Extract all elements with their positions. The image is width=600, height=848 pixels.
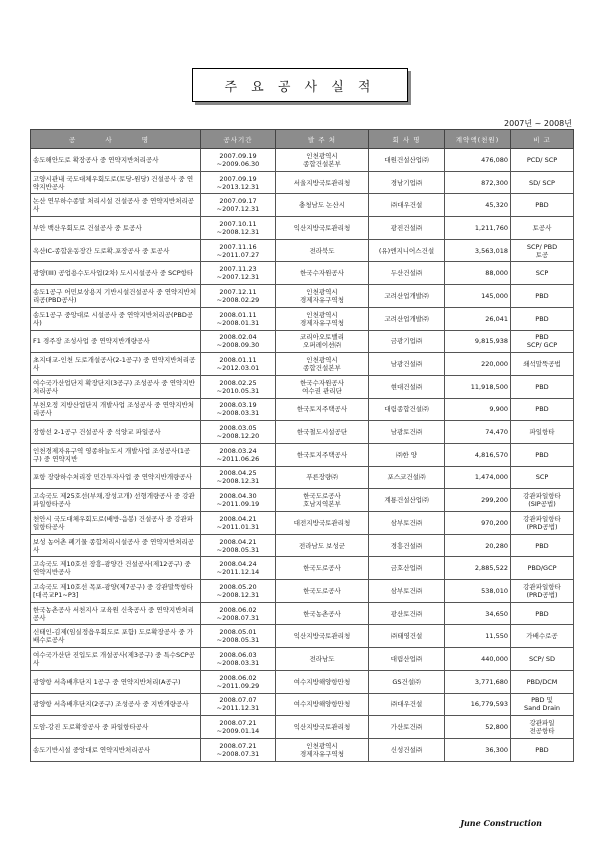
cell-project-name: 여수국가산업단지 확장단지(3공구) 조성공사 중 연약지반처리공사 [31,375,201,398]
cell-period: 2008.04.21 ~2011.01.31 [201,512,276,535]
cell-amount: 9,900 [445,398,511,421]
cell-client: 인천광역시 경제자유구역청 [276,307,369,330]
cell-remark: PBD [511,285,574,308]
cell-project-name: 부안 백산우회도로 건설공사 중 토공사 [31,217,201,240]
cell-project-name: 광양(III) 공업용수도사업(2차) 도시시설공사 중 SCP항타 [31,262,201,285]
cell-client: 전라남도 보성군 [276,534,369,557]
cell-project-name: 논산 연무하수종말 처리시설 건설공사 중 연약지반처리공사 [31,194,201,217]
table-row [31,716,574,739]
table-row [31,738,574,761]
cell-period: 2008.03.05 ~2008.12.20 [201,421,276,444]
cell-period: 2008.07.07 ~2011.12.31 [201,693,276,716]
cell-remark: PBD [511,534,574,557]
cell-period: 2008.06.02 ~2008.07.31 [201,602,276,625]
cell-period: 2007.09.17 ~2007.12.31 [201,194,276,217]
cell-amount: 52,800 [445,716,511,739]
cell-period: 2007.10.11 ~2008.12.31 [201,217,276,240]
cell-company: 대원건설산업㈜ [369,149,445,172]
cell-client: 서울지방국토관리청 [276,171,369,194]
cell-remark: SCP [511,466,574,489]
cell-company: 경남기업㈜ [369,171,445,194]
cell-amount: 4,816,570 [445,443,511,466]
table-row [31,285,574,308]
cell-client: 한국수자원공사 여수권 관리단 [276,375,369,398]
period-range: 2007년 ~ 2008년 [504,119,572,128]
cell-company: 현대건설㈜ [369,375,445,398]
cell-company: 포스코건설㈜ [369,466,445,489]
cell-client: 푸른장량㈜ [276,466,369,489]
cell-company: 남광건설㈜ [369,353,445,376]
cell-project-name: 광양항 서측배후단지(2공구) 조성공사 중 지반개량공사 [31,693,201,716]
cell-client: 한국토지주택공사 [276,443,369,466]
cell-amount: 88,000 [445,262,511,285]
cell-project-name: 여수국가산단 진입도로 개설공사(제3공구) 중 특수SCP공사 [31,648,201,671]
header-amount: 계약액(천원) [445,130,511,149]
table-row [31,648,574,671]
table-row [31,149,574,172]
cell-period: 2008.06.03 ~2008.03.31 [201,648,276,671]
cell-remark: 파일항타 [511,421,574,444]
cell-project-name: 고속국도 제25호선(부채,장성고개) 선형개량공사 중 강관파일항타공사 [31,489,201,512]
cell-project-name: 고속국도 제10호선 목포-광양(제7공구) 중 강관말뚝항타[대곡교P1~P3] [31,580,201,603]
table-row [31,171,574,194]
cell-remark: SCP [511,262,574,285]
cell-client: 전라북도 [276,239,369,262]
cell-remark: 강관파일항타 (SIP공법) [511,489,574,512]
table-row [31,330,574,353]
table-row [31,693,574,716]
cell-amount: 1,474,000 [445,466,511,489]
cell-amount: 3,771,680 [445,670,511,693]
cell-company: 고려산업개발㈜ [369,307,445,330]
table-row [31,353,574,376]
cell-remark: SD/ SCP [511,171,574,194]
cell-period: 2008.07.21 ~2008.07.31 [201,738,276,761]
cell-project-name: 포항 장량하수처리장 민간투자사업 중 연약지반개량공사 [31,466,201,489]
table-row [31,512,574,535]
cell-amount: 476,080 [445,149,511,172]
table-row [31,443,574,466]
cell-client: 여수지방해양항만청 [276,670,369,693]
cell-amount: 11,918,500 [445,375,511,398]
cell-project-name: 한국농촌공사 서천지사 교육원 신축공사 중 연약지반처리공사 [31,602,201,625]
cell-period: 2007.11.16 ~2011.07.27 [201,239,276,262]
cell-company: 남광토건㈜ [369,421,445,444]
cell-amount: 34,650 [445,602,511,625]
cell-company: 고려산업개발㈜ [369,285,445,308]
cell-project-name: 옥산IC-종합운동장간 도로확.포장공사 중 토공사 [31,239,201,262]
cell-remark: PBD [511,194,574,217]
cell-amount: 220,000 [445,353,511,376]
header-project-name: 공 사 명 [31,130,201,149]
cell-client: 익산지방국토관리청 [276,716,369,739]
page-title [192,68,408,102]
cell-project-name: 고속국도 제10호선 장흥-광양간 건설공사(제12공구) 중 연약지반공사 [31,557,201,580]
table-row [31,557,574,580]
cell-client: 한국농촌공사 [276,602,369,625]
cell-project-name: 인천경제자유구역 영종하늘도시 개발사업 조성공사(1공구) 중 연약지반 [31,443,201,466]
cell-period: 2007.09.19 ~2013.12.31 [201,171,276,194]
cell-client: 한국도로공사 [276,580,369,603]
cell-project-name: 천안시 국도대체우회도로(배방-음봉) 건설공사 중 강관파일항타공사 [31,512,201,535]
cell-client: 코리아오토밸리 오퍼레이션㈜ [276,330,369,353]
cell-client: 한국토지주택공사 [276,398,369,421]
cell-client: 여수지방해양항만청 [276,693,369,716]
cell-amount: 1,211,760 [445,217,511,240]
cell-company: 대림종합건설㈜ [369,398,445,421]
cell-company: 대림산업㈜ [369,648,445,671]
cell-company: 경흥건설㈜ [369,534,445,557]
cell-period: 2008.03.19 ~2008.03.31 [201,398,276,421]
footer-brand: June Construction [460,818,542,828]
cell-client: 대전지방국토관리청 [276,512,369,535]
cell-client: 인천광역시 경제자유구역청 [276,738,369,761]
cell-amount: 26,041 [445,307,511,330]
table-row [31,217,574,240]
cell-company: ㈜대우건설 [369,693,445,716]
cell-remark: PBD [511,398,574,421]
cell-company: 광산토건㈜ [369,602,445,625]
cell-period: 2008.05.01 ~2008.05.31 [201,625,276,648]
page-title-text: 주 요 공 사 실 적 [224,79,376,95]
cell-period: 2007.09.19 ~2009.06.30 [201,149,276,172]
cell-period: 2008.01.11 ~2012.03.01 [201,353,276,376]
cell-period: 2008.04.24 ~2011.12.14 [201,557,276,580]
table-row [31,262,574,285]
cell-company: ㈜태영건설 [369,625,445,648]
cell-amount: 9,815,938 [445,330,511,353]
cell-amount: 3,563,018 [445,239,511,262]
table-body [31,149,574,762]
cell-project-name: 보성 농어촌 폐기물 종합처리시설공사 중 연약지반처리공사 [31,534,201,557]
cell-company: 삼부토건㈜ [369,580,445,603]
cell-amount: 440,000 [445,648,511,671]
cell-client: 한국도로공사 [276,557,369,580]
cell-remark: PBD [511,738,574,761]
cell-remark: PBD [511,375,574,398]
cell-client: 전라남도 [276,648,369,671]
cell-project-name: 부천오정 지방산업단지 개발사업 조성공사 중 연약지반처리공사 [31,398,201,421]
cell-remark: PBD [511,443,574,466]
cell-project-name: 신태인-김제(임실정읍우회도로 포함) 도로확장공사 중 가배수로공사 [31,625,201,648]
cell-remark: 강관파일 전공항타 [511,716,574,739]
cell-period: 2008.04.25 ~2008.12.31 [201,466,276,489]
cell-remark: 토공사 [511,217,574,240]
cell-client: 익산지방국토관리청 [276,625,369,648]
cell-client: 한국도로공사 호남지역본부 [276,489,369,512]
cell-project-name: 광양항 서측배후단지 1공구 중 연약지반처리(A공구) [31,670,201,693]
table-row [31,466,574,489]
cell-remark: PBD [511,307,574,330]
cell-company: 광진건설㈜ [369,217,445,240]
cell-client: 인천광역시 종합건설본부 [276,353,369,376]
cell-remark: 가배수로공 [511,625,574,648]
table-row [31,421,574,444]
projects-table [30,129,574,762]
cell-remark: PCD/ SCP [511,149,574,172]
cell-company: 계룡건설산업㈜ [369,489,445,512]
cell-period: 2008.04.21 ~2008.05.31 [201,534,276,557]
cell-remark: PBD [511,602,574,625]
cell-period: 2008.01.11 ~2008.01.31 [201,307,276,330]
cell-company: 가산토건㈜ [369,716,445,739]
cell-project-name: 장항선 2-1공구 건설공사 중 석양교 파일공사 [31,421,201,444]
table-row [31,194,574,217]
cell-remark: 강관파일항타 (PRD공법) [511,512,574,535]
cell-company: 금호산업㈜ [369,557,445,580]
cell-project-name: 초지대교-인천 도로개설공사(2-1공구) 중 연약지반처리공사 [31,353,201,376]
table-header-row [31,130,574,149]
cell-client: 인천광역시 경제자유구역청 [276,285,369,308]
cell-company: (유)엔지니어스건설 [369,239,445,262]
cell-company: 두산건설㈜ [369,262,445,285]
cell-company: ㈜한 양 [369,443,445,466]
header-period: 공사기간 [201,130,276,149]
cell-remark: 강관파일항타 (PRD공법) [511,580,574,603]
cell-company: ㈜대우건설 [369,194,445,217]
cell-amount: 872,300 [445,171,511,194]
cell-period: 2008.06.02 ~2011.09.29 [201,670,276,693]
cell-period: 2008.03.24 ~2011.06.26 [201,443,276,466]
cell-period: 2008.05.20 ~2008.12.31 [201,580,276,603]
cell-remark: SCP/ PBD 토공 [511,239,574,262]
cell-period: 2007.11.23 ~2007.12.31 [201,262,276,285]
cell-period: 2008.02.04 ~2008.09.30 [201,330,276,353]
cell-period: 2008.04.30 ~2011.09.19 [201,489,276,512]
cell-amount: 16,779,593 [445,693,511,716]
cell-company: 삼부토건㈜ [369,512,445,535]
header-remark: 비 고 [511,130,574,149]
cell-remark: 쇄석말뚝공법 [511,353,574,376]
cell-amount: 11,550 [445,625,511,648]
cell-company: 신성건설㈜ [369,738,445,761]
cell-company: 금광기업㈜ [369,330,445,353]
cell-company: GS건설㈜ [369,670,445,693]
cell-client: 인천광역시 종합건설본부 [276,149,369,172]
cell-client: 익산지방국토관리청 [276,217,369,240]
table-row [31,534,574,557]
table-row [31,489,574,512]
cell-project-name: F1 경주장 조성사업 중 연약지반개량공사 [31,330,201,353]
cell-period: 2007.12.11 ~2008.02.29 [201,285,276,308]
cell-amount: 299,200 [445,489,511,512]
table-row [31,239,574,262]
cell-project-name: 송도1공구 중앙대로 시설공사 중 연약지반처리공(PBD공사) [31,307,201,330]
cell-amount: 36,300 [445,738,511,761]
cell-project-name: 송도해안도로 확장공사 중 연약지반처리공사 [31,149,201,172]
cell-amount: 74,470 [445,421,511,444]
table-row [31,625,574,648]
cell-client: 한국수자원공사 [276,262,369,285]
cell-amount: 970,200 [445,512,511,535]
table-row [31,602,574,625]
header-client: 발 주 처 [276,130,369,149]
cell-project-name: 도암-강진 도로확장공사 중 파일항타공사 [31,716,201,739]
table-row [31,375,574,398]
cell-project-name: 송도1공구 어민보상용지 기반시설건설공사 중 연약지반처리공(PBD공사) [31,285,201,308]
cell-amount: 145,000 [445,285,511,308]
cell-period: 2008.07.21 ~2009.01.14 [201,716,276,739]
cell-amount: 45,320 [445,194,511,217]
table-row [31,580,574,603]
cell-remark: PBD/GCP [511,557,574,580]
cell-client: 충청남도 논산시 [276,194,369,217]
cell-remark: PBD SCP/ GCP [511,330,574,353]
cell-remark: PBD/DCM [511,670,574,693]
table-row [31,398,574,421]
table-row [31,307,574,330]
cell-amount: 2,885,522 [445,557,511,580]
cell-remark: SCP/ SD [511,648,574,671]
cell-amount: 538,010 [445,580,511,603]
cell-project-name: 송도기반시설 중앙대로 연약지반처리공사 [31,738,201,761]
cell-project-name: 고양시관내 국도대체우회도로(토당-원당) 건설공사 중 연약지반공사 [31,171,201,194]
cell-remark: PBD 및 Sand Drain [511,693,574,716]
cell-period: 2008.02.25 ~2010.05.31 [201,375,276,398]
cell-amount: 20,280 [445,534,511,557]
header-company: 회 사 명 [369,130,445,149]
table-row [31,670,574,693]
cell-client: 한국철도시설공단 [276,421,369,444]
